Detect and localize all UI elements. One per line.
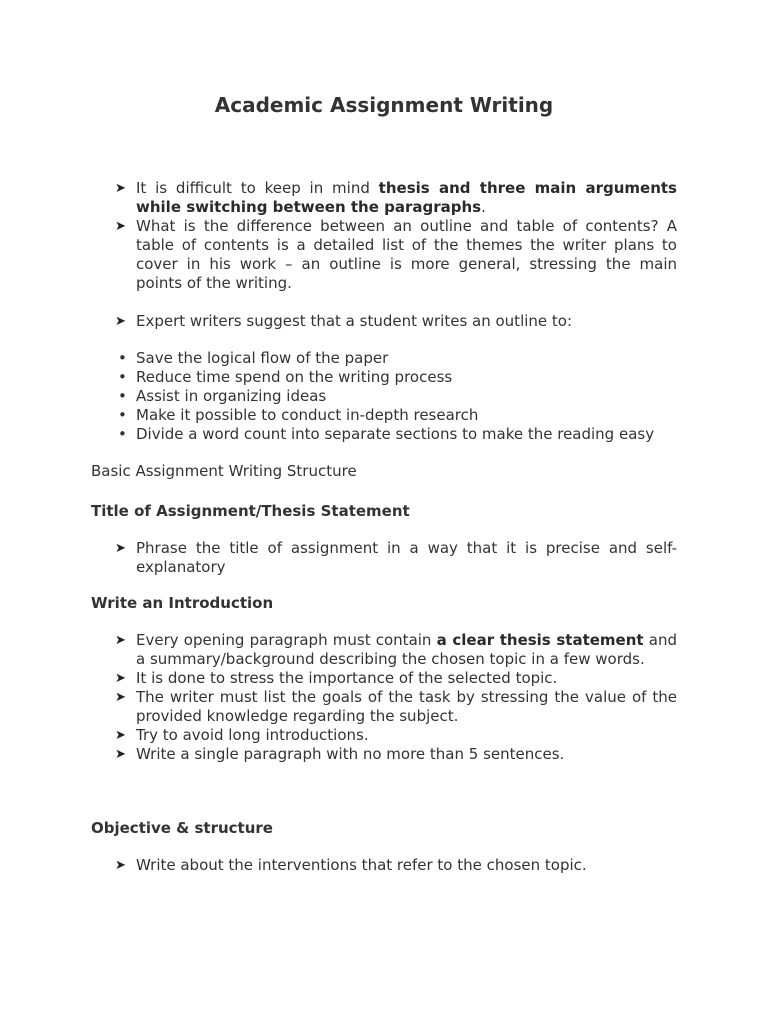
list-item	[115, 856, 677, 875]
arrow-bullet-icon: ➤	[115, 314, 126, 329]
arrow-bullet-icon: ➤	[115, 671, 126, 686]
item-text: Write about the interventions that refer to the chosen topic.	[136, 856, 587, 874]
bullet-text: Assist in organizing ideas	[136, 387, 327, 405]
dot-bullet-icon: •	[118, 387, 127, 405]
bullet-text: Save the logical flow of the paper	[136, 349, 389, 367]
bullet-text: Divide a word count into separate sections to make the reading easy	[136, 425, 655, 443]
list-item	[115, 688, 677, 726]
item-text: What is the difference between an outline and table of contents? A table of contents is a detailed list of the themes the writer plans to cover in his work – an outline is more general, stressing the main points of the writing.	[136, 217, 677, 292]
bullet-item	[115, 387, 677, 406]
arrow-bullet-icon: ➤	[115, 690, 126, 705]
list-item	[115, 745, 677, 764]
list-item	[115, 217, 677, 293]
arrow-bullet-icon: ➤	[115, 858, 126, 873]
list-item	[115, 179, 677, 217]
list-item	[115, 312, 677, 331]
objective-list	[115, 856, 677, 875]
title-list	[115, 539, 677, 577]
item-text: Expert writers suggest that a student writes an outline to:	[136, 312, 573, 330]
expert-list	[115, 312, 677, 331]
bullet-text: Reduce time spend on the writing process	[136, 368, 453, 386]
item-text: The writer must list the goals of the task by stressing the value of the provided knowledge regarding the subject.	[136, 688, 677, 725]
item-text-end: and a summary/background describing the chosen topic in a few words.	[136, 631, 677, 668]
list-item	[115, 539, 677, 577]
arrow-bullet-icon: ➤	[115, 747, 126, 762]
dot-bullet-icon: •	[118, 425, 127, 443]
section-heading-introduction: Write an Introduction	[91, 594, 274, 612]
arrow-bullet-icon: ➤	[115, 728, 126, 743]
item-text: It is done to stress the importance of the selected topic.	[136, 669, 558, 687]
section-heading-objective: Objective & structure	[91, 819, 273, 837]
item-text: It is difficult to keep in mind	[136, 179, 379, 197]
bullet-item	[115, 368, 677, 387]
dot-bullet-icon: •	[118, 349, 127, 367]
arrow-bullet-icon: ➤	[115, 181, 126, 196]
arrow-bullet-icon: ➤	[115, 541, 126, 556]
item-text: Try to avoid long introductions.	[136, 726, 369, 744]
item-bold-text: thesis and three main arguments while switching between the paragraphs	[136, 179, 677, 216]
intro-list	[115, 179, 677, 293]
arrow-bullet-icon: ➤	[115, 219, 126, 234]
list-item	[115, 631, 677, 669]
item-bold-text: a clear thesis statement	[436, 631, 644, 649]
document-title: Academic Assignment Writing	[214, 93, 554, 117]
bullet-list	[115, 349, 677, 444]
arrow-bullet-icon: ➤	[115, 633, 126, 648]
section-heading-title: Title of Assignment/Thesis Statement	[91, 502, 410, 520]
bullet-item	[115, 425, 677, 444]
structure-label: Basic Assignment Writing Structure	[91, 462, 357, 480]
dot-bullet-icon: •	[118, 368, 127, 386]
item-text: Write a single paragraph with no more than 5 sentences.	[136, 745, 565, 763]
bullet-text: Make it possible to conduct in-depth research	[136, 406, 479, 424]
bullet-item	[115, 349, 677, 368]
item-text: Every opening paragraph must contain	[136, 631, 437, 649]
list-item	[115, 669, 677, 688]
dot-bullet-icon: •	[118, 406, 127, 424]
list-item	[115, 726, 677, 745]
introduction-list	[115, 631, 677, 764]
item-text: Phrase the title of assignment in a way that it is precise and self-explanatory	[136, 539, 677, 576]
item-text-end: .	[481, 198, 486, 216]
bullet-item	[115, 406, 677, 425]
